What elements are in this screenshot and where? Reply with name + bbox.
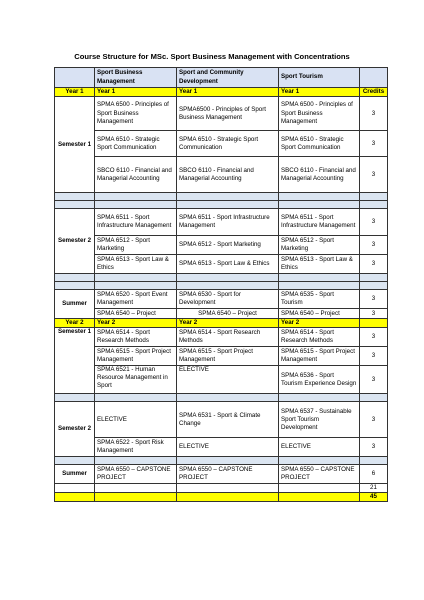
credits-cell: 3 [360, 290, 388, 309]
course-cell: ELECTIVE [177, 438, 279, 457]
course-cell: SPMA 6511 - Sport Infrastructure Management [177, 209, 279, 236]
subtotal-row [55, 484, 388, 493]
table-row [55, 290, 388, 309]
credits-cell: 3 [360, 347, 388, 366]
course-cell: SPMA 6550 – CAPSTONE PROJECT [177, 465, 279, 484]
course-cell: SPMA 6535 - Sport Tourism [279, 290, 360, 309]
course-cell: SPMA 6550 – CAPSTONE PROJECT [95, 465, 177, 484]
course-cell: SPMA 6540 – Project [177, 309, 279, 319]
semester-label: Semester 1 [55, 328, 95, 394]
semester-label: Summer [55, 290, 95, 319]
course-cell: SPMA 6510 - Strategic Sport Communication [95, 131, 177, 157]
course-cell: SBCO 6110 - Financial and Managerial Accounting [95, 157, 177, 193]
course-cell: SPMA 6513 - Sport Law & Ethics [95, 255, 177, 274]
course-cell: SBCO 6110 - Financial and Managerial Accounting [177, 157, 279, 193]
course-cell: ELECTIVE [177, 366, 279, 394]
year-label: Year 1 [55, 88, 95, 97]
course-cell: SPMA 6515 - Sport Project Management [279, 347, 360, 366]
semester-label: Summer [55, 465, 95, 484]
course-cell: SPMA 6500 - Principles of Sport Business Management [95, 97, 177, 131]
course-cell: SPMA 6510 - Strategic Sport Communication [177, 131, 279, 157]
credits-cell: 3 [360, 209, 388, 236]
credits-cell: 3 [360, 97, 388, 131]
course-cell: SPMA 6511 - Sport Infrastructure Management [95, 209, 177, 236]
semester-label: Semester 1 [55, 97, 95, 193]
semester-label: Semester 2 [55, 209, 95, 274]
table-row [55, 236, 388, 255]
year-label: Year 1 [177, 88, 279, 97]
year-1-row [55, 88, 388, 97]
year-label: Year 2 [279, 319, 360, 328]
year-2-row [55, 319, 388, 328]
year-label: Year 2 [177, 319, 279, 328]
course-cell: SPMA 6514 - Sport Research Methods [279, 328, 360, 347]
course-cell: SPMA 6512 - Sport Marketing [279, 236, 360, 255]
header-blank-cell [55, 68, 95, 88]
separator-row [55, 193, 388, 201]
table-row [55, 465, 388, 484]
course-cell: SPMA 6515 - Sport Project Management [177, 347, 279, 366]
year-blank-cell [360, 319, 388, 328]
course-cell: SPMA 6515 - Sport Project Management [95, 347, 177, 366]
course-cell: SPMA 6500 - Principles of Sport Business Management [279, 97, 360, 131]
credits-cell: 3 [360, 309, 388, 319]
table-row [55, 131, 388, 157]
year-label: Year 1 [95, 88, 177, 97]
subtotal-credits: 21 [360, 484, 388, 493]
year-label: Year 1 [279, 88, 360, 97]
semester-label: Semester 2 [55, 402, 95, 457]
table-row [55, 328, 388, 347]
table-row [55, 309, 388, 319]
course-structure-table [54, 67, 388, 502]
separator-row [55, 394, 388, 402]
header-blank-cell [360, 68, 388, 88]
total-row [55, 493, 388, 502]
course-cell: SPMA 6550 – CAPSTONE PROJECT [279, 465, 360, 484]
table-row [55, 97, 388, 131]
course-cell: SBCO 6110 - Financial and Managerial Accounting [279, 157, 360, 193]
course-cell: SPMA 6540 – Project [95, 309, 177, 319]
course-cell: SPMA 6522 - Sport Risk Management [95, 438, 177, 457]
course-cell: SPMA 6512 - Sport Marketing [95, 236, 177, 255]
table-row [55, 402, 388, 438]
course-cell: ELECTIVE [95, 402, 177, 438]
course-cell: SPMA 6514 - Sport Research Methods [177, 328, 279, 347]
table-row [55, 366, 388, 394]
separator-row [55, 201, 388, 209]
separator-row [55, 457, 388, 465]
credits-cell: 3 [360, 236, 388, 255]
table-row [55, 209, 388, 236]
course-cell: SPMA6500 - Principles of Sport Business Management [177, 97, 279, 131]
credits-cell: 3 [360, 157, 388, 193]
separator-row [55, 274, 388, 282]
credits-cell: 3 [360, 255, 388, 274]
table-row [55, 438, 388, 457]
course-cell: SPMA 6514 - Sport Research Methods [95, 328, 177, 347]
header-sport-tourism: Sport Tourism [279, 68, 360, 88]
course-cell: SPMA 6510 - Strategic Sport Communication [279, 131, 360, 157]
credits-cell: 3 [360, 366, 388, 394]
header-sport-business-management: Sport Business Management [95, 68, 177, 88]
course-cell: SPMA 6537 - Sustainable Sport Tourism Development [279, 402, 360, 438]
document-title: Course Structure for MSc. Sport Business Management with Concentrations [74, 52, 350, 61]
course-cell: SPMA 6511 - Sport Infrastructure Management [279, 209, 360, 236]
course-cell: SPMA 6531 - Sport & Climate Change [177, 402, 279, 438]
course-cell: SPMA 6513 - Sport Law & Ethics [279, 255, 360, 274]
table-row [55, 157, 388, 193]
year-label: Year 2 [55, 319, 95, 328]
course-cell: SPMA 6540 – Project [279, 309, 360, 319]
credits-cell: 3 [360, 438, 388, 457]
credits-cell: 3 [360, 402, 388, 438]
table-row [55, 255, 388, 274]
credits-cell: 3 [360, 328, 388, 347]
course-cell: SPMA 6521 - Human Resource Management in Sport [95, 366, 177, 394]
table-row [55, 347, 388, 366]
credits-cell: 6 [360, 465, 388, 484]
header-sport-community-development: Sport and Community Development [177, 68, 279, 88]
separator-row [55, 282, 388, 290]
year-label: Year 2 [95, 319, 177, 328]
course-cell: SPMA 6513 - Sport Law & Ethics [177, 255, 279, 274]
course-cell: SPMA 6530 - Sport for Development [177, 290, 279, 309]
credits-cell: 3 [360, 131, 388, 157]
course-cell: SPMA 6536 - Sport Tourism Experience Design [279, 366, 360, 394]
table-header-row [55, 68, 388, 88]
course-cell: ELECTIVE [279, 438, 360, 457]
course-cell: SPMA 6512 - Sport Marketing [177, 236, 279, 255]
course-cell: SPMA 6520 - Sport Event Management [95, 290, 177, 309]
credits-header: Credits [360, 88, 388, 97]
total-credits: 45 [360, 493, 388, 502]
